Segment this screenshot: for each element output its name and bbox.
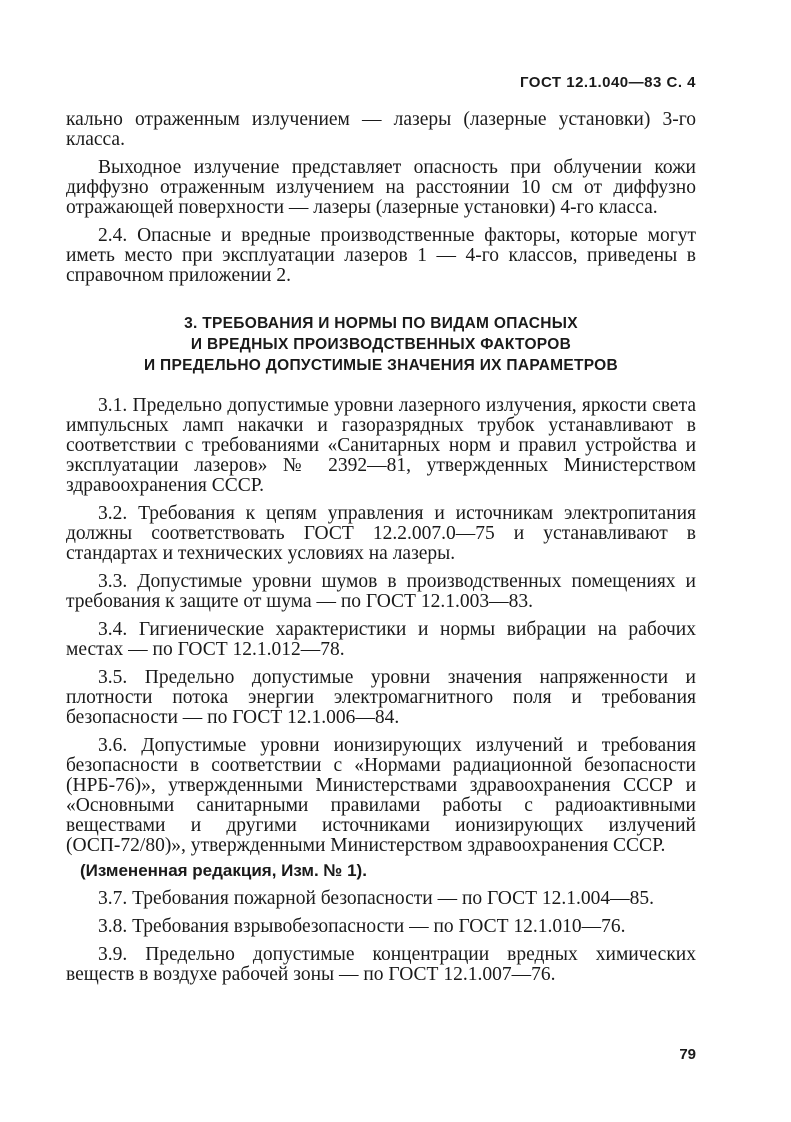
section-title-line-3: И ПРЕДЕЛЬНО ДОПУСТИМЫЕ ЗНАЧЕНИЯ ИХ ПАРАМЕТРОВ [143,357,619,374]
item-3-5: 3.5. Предельно допустимые уровни значения напряженности и плотности потока энергии электромагнитного поля и требования безопасности — по ГОСТ 12.1.006—84. [66,667,696,728]
item-3-8: 3.8. Требования взрывобезопасности — по ГОСТ 12.1.010—76. [98,916,626,937]
page-number: 79 [679,1046,696,1063]
amendment-note: (Измененная редакция, Изм. № 1). [80,861,367,880]
item-3-2: 3.2. Требования к цепям управления и источникам электропитания должны соответствовать ГОСТ 12.2.007.0—75 и устанавливают в стандартах и технических условиях на лазеры. [66,503,696,564]
item-3-7: 3.7. Требования пожарной безопасности — по ГОСТ 12.1.004—85. [98,888,655,909]
item-3-6: 3.6. Допустимые уровни ионизирующих излучений и требования безопасности в соответствии с «Нормами радиационной безопасности (НРБ-76)», утвержденными Министерствами здравоохранения СССР и «Основными санитарными правилами работы с радиоактивными веществами и другими источниками ионизирующих излучений (ОСП-72/80)», утвержденными Министерством здравоохранения СССР. [66,735,696,856]
paragraph-output-radiation: Выходное излучение представляет опасность при облучении кожи диффузно отраженным излучением на расстоянии 10 см от диффузно отражающей поверхности — лазеры (лазерные установки) 4-го класса. [66,157,696,218]
document-header: ГОСТ 12.1.040—83 С. 4 [519,74,696,91]
section-3-title [66,313,696,376]
paragraph-continuation: кально отраженным излучением — лазеры (лазерные установки) 3-го класса. [66,109,696,150]
document-body [66,110,696,993]
item-3-1: 3.1. Предельно допустимые уровни лазерного излучения, яркости света импульсных ламп накачки и газоразрядных трубок устанавливают в соответствии с требованиями «Санитарных норм и правил устройства и эксплуатации лазеров» № 2392—81, утвержденных Министерством здравоохранения СССР. [66,395,696,496]
item-3-3: 3.3. Допустимые уровни шумов в производственных помещениях и требования к защите от шума — по ГОСТ 12.1.003—83. [66,571,696,612]
document-page [66,0,696,1122]
item-3-4: 3.4. Гигиенические характеристики и нормы вибрации на рабочих местах — по ГОСТ 12.1.012—78. [66,619,696,660]
item-3-9: 3.9. Предельно допустимые концентрации вредных химических веществ в воздухе рабочей зоны — по ГОСТ 12.1.007—76. [66,944,696,985]
paragraph-2-4: 2.4. Опасные и вредные производственные факторы, которые могут иметь место при эксплуатации лазеров 1 — 4-го классов, приведены в справочном приложении 2. [66,225,696,286]
section-title-line-2: И ВРЕДНЫХ ПРОИЗВОДСТВЕННЫХ ФАКТОРОВ [190,336,572,353]
section-title-line-1: 3. ТРЕБОВАНИЯ И НОРМЫ ПО ВИДАМ ОПАСНЫХ [184,315,578,332]
